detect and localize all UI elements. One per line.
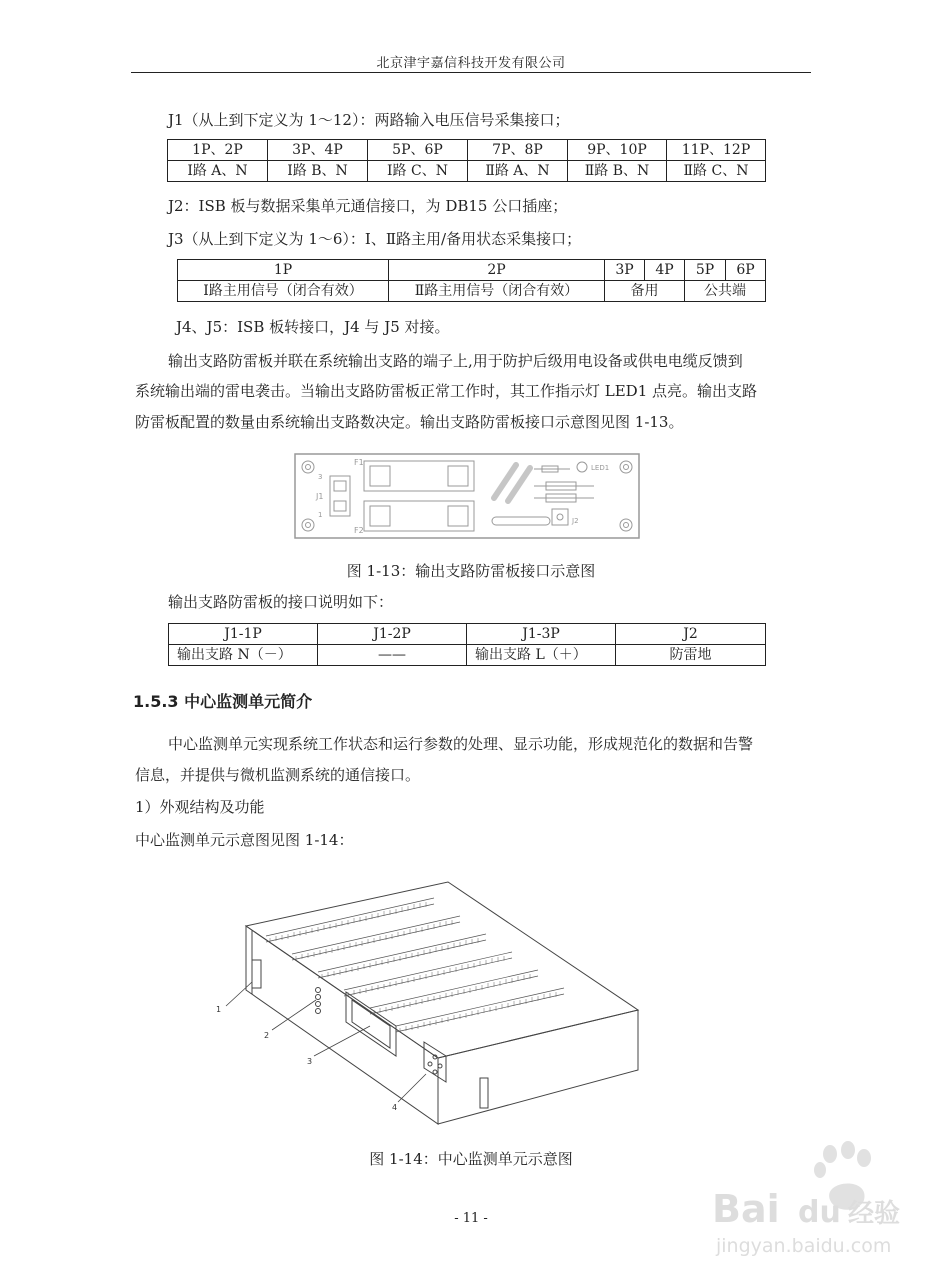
j3-pin: 3P	[605, 260, 645, 281]
para2-line: 信息，并提供与微机监测系统的通信接口。	[135, 766, 421, 784]
figure-1-14-device	[210, 878, 650, 1128]
baidu-jingyan-watermark	[702, 1140, 922, 1265]
out-header: J1-1P	[169, 624, 318, 645]
table-row	[178, 260, 766, 281]
j3-intro: J3（从上到下定义为 1～6）：Ⅰ、Ⅱ路主用/备用状态采集接口；	[168, 230, 582, 248]
j1-intro: J1（从上到下定义为 1～12）：两路输入电压信号采集接口；	[168, 111, 570, 129]
silk-led1: LED1	[591, 464, 610, 472]
j1-pin: 1P、2P	[168, 140, 268, 161]
para1-line: 输出支路防雷板并联在系统输出支路的端子上,用于防护后级用电设备或供电电缆反馈到	[168, 352, 743, 370]
watermark-brand: Bai	[712, 1187, 780, 1231]
j3-pin: 2P	[389, 260, 605, 281]
out-cell: 输出支路 L（＋）	[467, 645, 616, 666]
interface-intro: 输出支路防雷板的接口说明如下：	[168, 593, 394, 611]
j1-pin: 11P、12P	[667, 140, 766, 161]
j45-text: J4、J5：ISB 板转接口，J4 与 J5 对接。	[176, 318, 450, 336]
silk-j2: J2	[572, 517, 579, 525]
callout-4: 4	[392, 1103, 398, 1112]
figure-1-14-caption: 图 1-14：中心监测单元示意图	[369, 1150, 573, 1168]
out-header: J2	[616, 624, 766, 645]
silk-f1: F1	[354, 458, 364, 467]
table-row	[169, 645, 766, 666]
j3-table	[177, 259, 766, 302]
para1-line: 防雷板配置的数量由系统输出支路数决定。输出支路防雷板接口示意图见图 1-13。	[135, 413, 684, 431]
j3-pin: 4P	[645, 260, 685, 281]
item-1: 1）外观结构及功能	[135, 798, 265, 816]
fig14-intro: 中心监测单元示意图见图 1-14：	[135, 831, 354, 849]
out-header: J1-2P	[318, 624, 467, 645]
figure-1-13-pcb	[294, 453, 640, 539]
j3-def: Ⅰ路主用信号（闭合有效）	[178, 281, 389, 302]
j3-pin: 5P	[685, 260, 726, 281]
out-cell: 防雷地	[616, 645, 766, 666]
page-header: 北京津宇嘉信科技开发有限公司	[376, 56, 566, 71]
j2-text: J2：ISB 板与数据采集单元通信接口，为 DB15 公口插座；	[168, 197, 568, 215]
silk-pin1: 1	[318, 511, 323, 519]
page-number: - 11 -	[454, 1211, 488, 1226]
watermark-cn: 经验	[848, 1199, 901, 1229]
out-cell: ——	[318, 645, 467, 666]
j1-def: Ⅱ路 C、N	[667, 161, 766, 182]
j1-pin: 7P、8P	[468, 140, 568, 161]
table-row	[168, 161, 766, 182]
j3-pin: 1P	[178, 260, 389, 281]
para1-line: 系统输出端的雷电袭击。当输出支路防雷板正常工作时，其工作指示灯 LED1 点亮。输出支路	[135, 382, 758, 400]
watermark-du: du	[798, 1195, 841, 1230]
j3-def: 公共端	[685, 281, 766, 302]
j1-pin: 3P、4P	[268, 140, 368, 161]
j1-def: Ⅰ路 C、N	[368, 161, 468, 182]
j3-pin: 6P	[726, 260, 766, 281]
out-header: J1-3P	[467, 624, 616, 645]
j1-def: Ⅰ路 B、N	[268, 161, 368, 182]
silk-j1: J1	[316, 492, 324, 501]
callout-3: 3	[307, 1057, 313, 1066]
j3-def: 备用	[605, 281, 685, 302]
table-row	[168, 140, 766, 161]
figure-1-13-caption: 图 1-13：输出支路防雷板接口示意图	[346, 562, 596, 580]
callout-2: 2	[264, 1031, 270, 1040]
silk-pin3: 3	[318, 473, 323, 481]
para2-line: 中心监测单元实现系统工作状态和运行参数的处理、显示功能，形成规范化的数据和告警	[168, 735, 754, 753]
j1-pin: 9P、10P	[568, 140, 667, 161]
out-cell: 输出支路 N（－）	[169, 645, 318, 666]
table-row	[178, 281, 766, 302]
j1-pin: 5P、6P	[368, 140, 468, 161]
j1-def: Ⅱ路 B、N	[568, 161, 667, 182]
output-interface-table	[168, 623, 766, 666]
table-row	[169, 624, 766, 645]
header-rule	[131, 72, 811, 73]
callout-1: 1	[216, 1005, 222, 1014]
silk-f2: F2	[354, 526, 364, 535]
j3-def: Ⅱ路主用信号（闭合有效）	[389, 281, 605, 302]
j1-def: Ⅰ路 A、N	[168, 161, 268, 182]
j1-def: Ⅱ路 A、N	[468, 161, 568, 182]
j1-table	[167, 139, 766, 182]
watermark-url: jingyan.baidu.com	[716, 1235, 892, 1257]
section-title: 1.5.3 中心监测单元简介	[133, 692, 313, 711]
